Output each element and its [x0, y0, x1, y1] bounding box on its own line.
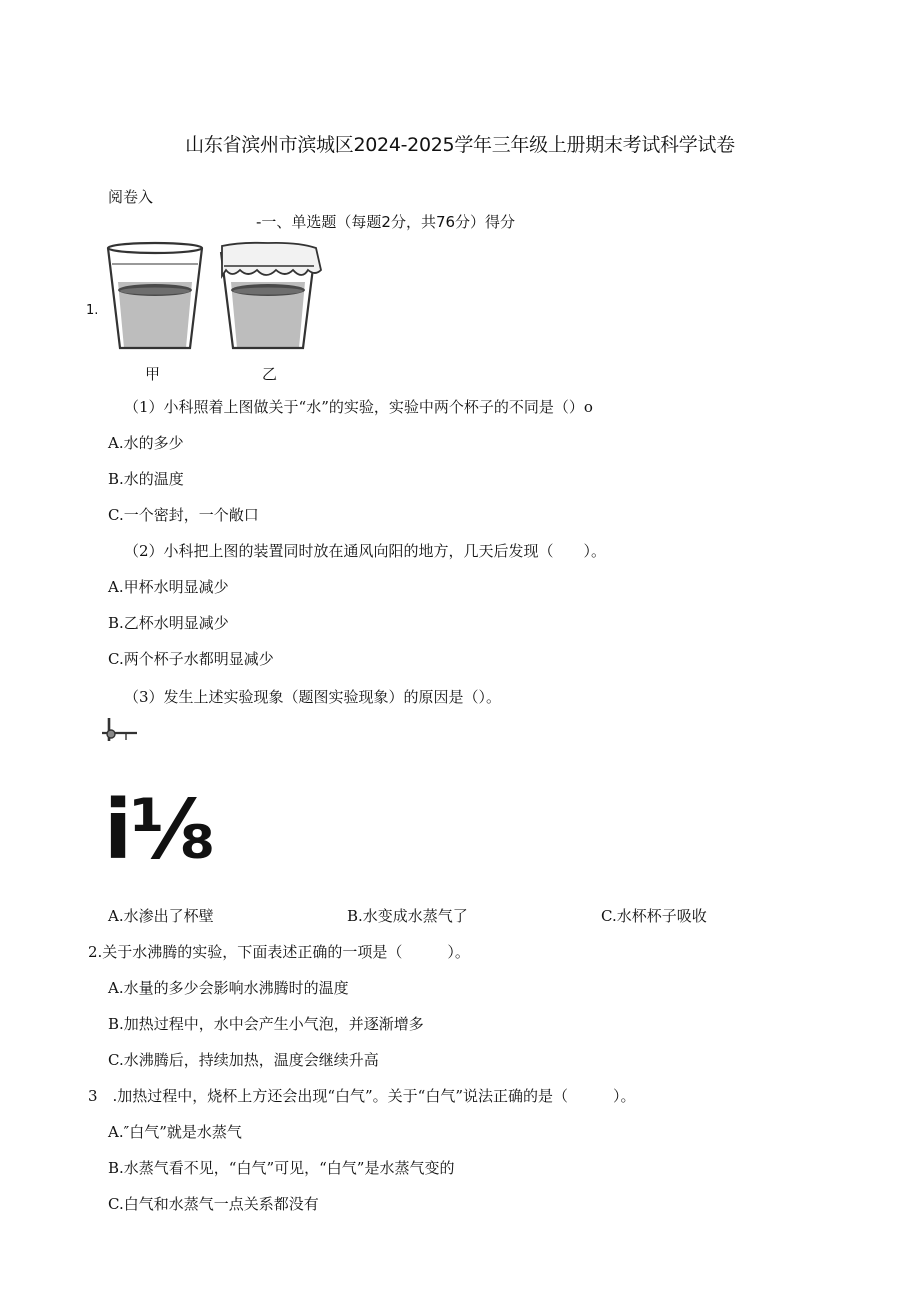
q1-sub3-option-c[interactable]: C.水杯杯子吸收 [601, 907, 707, 925]
q1-sub1-stem: （1）小科照着上图做关于“水”的实验，实验中两个杯子的不同是（）o [124, 398, 593, 416]
exam-title: 山东省滨州市滨城区2024-2025学年三年级上册期末考试科学试卷 [185, 134, 735, 156]
question-1-number: 1. [86, 303, 99, 318]
cup-covered-icon [221, 243, 321, 348]
q1-sub2-option-c[interactable]: C.两个杯子水都明显减少 [108, 650, 274, 668]
cup-label-left: 甲 [145, 365, 161, 383]
q1-sub3-big-mark: i⅛ [104, 783, 213, 878]
q3-stem: 3 .加热过程中，烧杯上方还会出现“白气”。关于“白气”说法正确的是（ ）。 [88, 1087, 636, 1105]
q3-option-a[interactable]: A.″白气”就是水蒸气 [108, 1123, 242, 1141]
q3-option-b[interactable]: B.水蒸气看不见，“白气”可见，“白气”是水蒸气变的 [108, 1159, 455, 1177]
q2-option-b[interactable]: B.加热过程中，水中会产生小气泡，并逐渐增多 [108, 1015, 424, 1033]
q2-option-a[interactable]: A.水量的多少会影响水沸腾时的温度 [108, 979, 349, 997]
q1-sub3-option-a[interactable]: A.水渗出了杯壁 [108, 907, 214, 925]
q1-sub3-stem: （3）发生上述实验现象（题图实验现象）的原因是（）。 [124, 688, 502, 706]
q1-sub2-option-b[interactable]: B.乙杯水明显减少 [108, 614, 229, 632]
section-heading: -一、单选题（每题2分，共76分）得分 [256, 213, 516, 231]
cups-figure [100, 240, 330, 385]
reader-label: 阅卷入 [108, 188, 154, 206]
cup-label-right: 乙 [262, 365, 278, 383]
q2-option-c[interactable]: C.水沸腾后，持续加热，温度会继续升高 [108, 1051, 379, 1069]
cup-open-icon [108, 243, 202, 348]
q1-sub1-option-b[interactable]: B.水的温度 [108, 470, 184, 488]
q1-sub1-option-c[interactable]: C.一个密封，一个敞口 [108, 506, 259, 524]
q1-sub2-option-a[interactable]: A.甲杯水明显减少 [108, 578, 229, 596]
stray-mark-icon [100, 713, 140, 743]
q1-sub2-stem: （2）小科把上图的装置同时放在通风向阳的地方，几天后发现（ ）。 [124, 542, 607, 560]
q1-sub3-option-b[interactable]: B.水变成水蒸气了 [347, 907, 468, 925]
q2-stem: 2.关于水沸腾的实验，下面表述正确的一项是（ ）。 [88, 943, 470, 961]
q1-sub1-option-a[interactable]: A.水的多少 [108, 434, 184, 452]
q3-option-c[interactable]: C.白气和水蒸气一点关系都没有 [108, 1195, 319, 1213]
